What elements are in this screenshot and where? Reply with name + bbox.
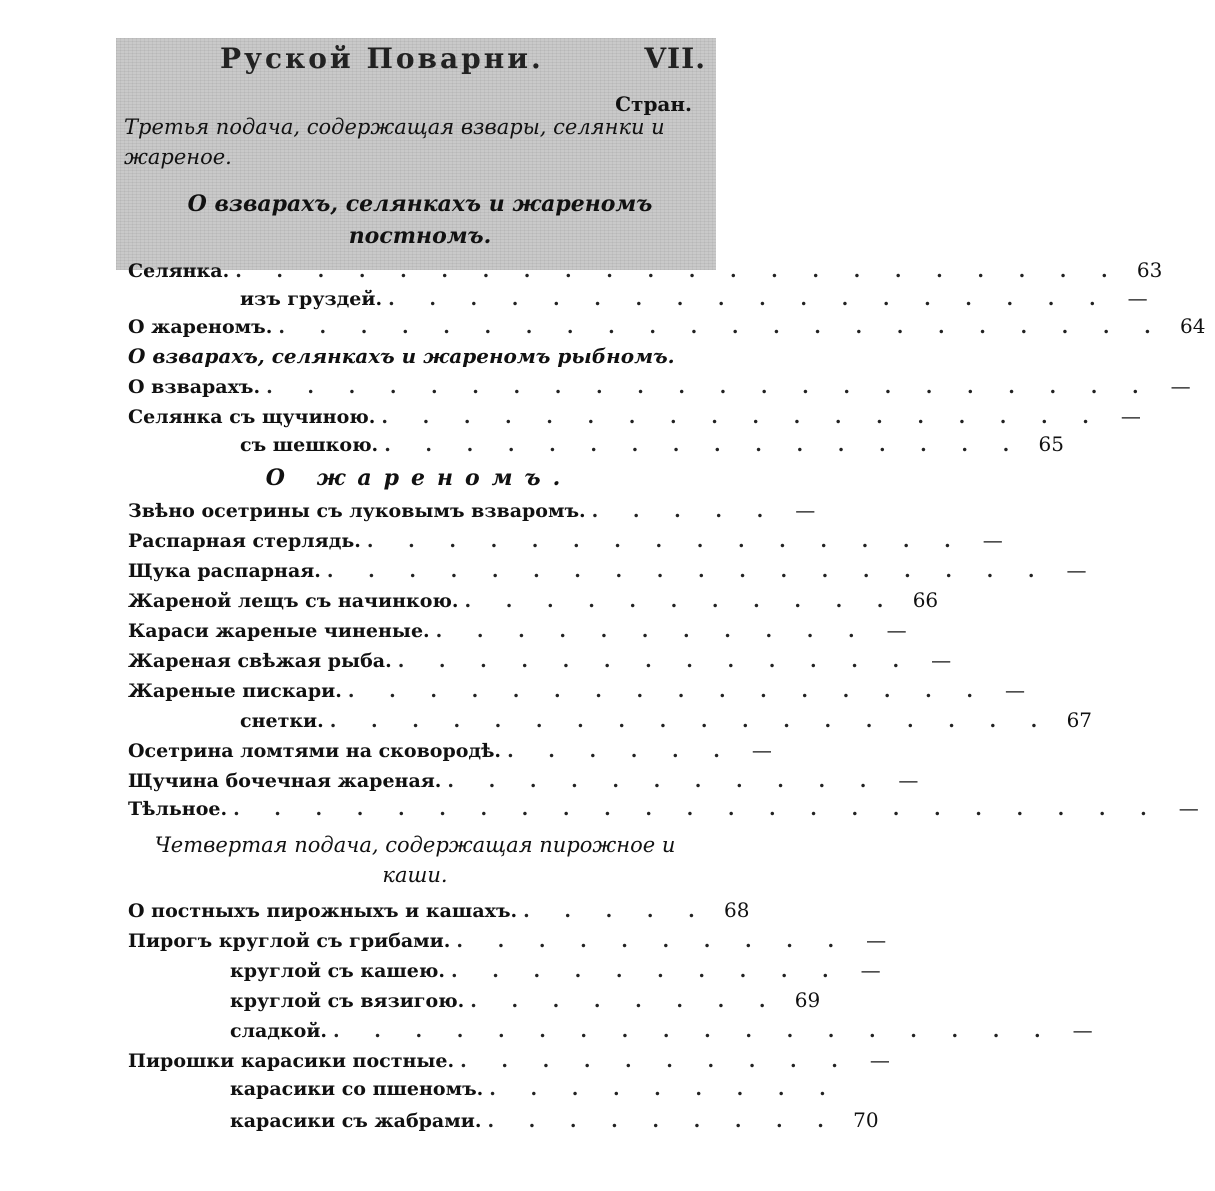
toc-entry: Тѣльное. . . . . . . . . . . . . . . . . . . . . . . . — [128,796,1199,820]
toc-entry: сладкой. . . . . . . . . . . . . . . . . . . — [230,1018,1093,1042]
toc-subheading-fish: О взварахъ, селянкахъ и жареномъ рыбномъ. [128,344,675,368]
toc-entry: Пирогъ круглой съ грибами. . . . . . . . . . . — [128,928,887,952]
toc-entry: Жареная свѣжая рыба. . . . . . . . . . . . . . — [128,648,952,672]
running-head-title: Руской Поварни. [220,42,544,75]
toc-entry: Селянка съ щучиною. . . . . . . . . . . . . . . . . . . — [128,404,1141,428]
toc-entry: Щучина бочечная жареная. . . . . . . . . . . . — [128,768,919,792]
toc-entry: Караси жареные чиненые. . . . . . . . . . . . — [128,618,907,642]
toc-entry: О взварахъ. . . . . . . . . . . . . . . . . . . . . . . — [128,374,1191,398]
page-column-label: Стран. [615,92,692,116]
toc-entry: Осетрина ломтями на сковородѣ. . . . . . . — [128,738,772,762]
section-title-third: Третья подача, содержащая взвары, селянки и жареное. [124,115,665,169]
toc-entry: Щука распарная. . . . . . . . . . . . . . . . . . . — [128,558,1087,582]
toc-entry: Жареные пискари. . . . . . . . . . . . . . . . . — [128,678,1025,702]
toc-entry: изъ груздей. . . . . . . . . . . . . . . . . . . — [240,286,1148,310]
toc-entry: Звѣно осетрины съ луковымъ взваромъ. . . . . . — [128,498,816,522]
heading-fast: О взварахъ, селянкахъ и жареномъ постномъ. [187,191,653,249]
toc-entry: съ шешкою. . . . . . . . . . . . . . . . . 65 [240,432,1064,456]
toc-entry: Селянка. . . . . . . . . . . . . . . . . . . . . . . 63 [128,258,1163,282]
toc-entry: О жареномъ. . . . . . . . . . . . . . . . . . . . . . . 64 [128,314,1206,338]
toc-entry: снетки. . . . . . . . . . . . . . . . . . . 67 [240,708,1093,732]
page-number: VII. [644,42,706,75]
running-head [220,42,706,75]
heading-fried: О жареномъ. [265,465,573,491]
toc-entry: круглой съ вязигою. . . . . . . . . 69 [230,988,821,1012]
section-title-fourth: Четвертая подача, содержащая пирожное и каши. [154,833,676,887]
toc-entry: круглой съ кашею. . . . . . . . . . . — [230,958,881,982]
toc-entry: Распарная стерлядь. . . . . . . . . . . . . . . . — [128,528,1003,552]
toc-entry: карасики со пшеномъ. . . . . . . . . . [230,1078,840,1100]
toc-entry: Пирошки карасики постные. . . . . . . . . . . — [128,1048,890,1072]
toc-entry: О постныхъ пирожныхъ и кашахъ. . . . . . 68 [128,898,750,922]
toc-entry: карасики съ жабрами. . . . . . . . . . 70 [230,1108,879,1132]
toc-entry: Жареной лещъ съ начинкою. . . . . . . . . . . . 66 [128,588,939,612]
